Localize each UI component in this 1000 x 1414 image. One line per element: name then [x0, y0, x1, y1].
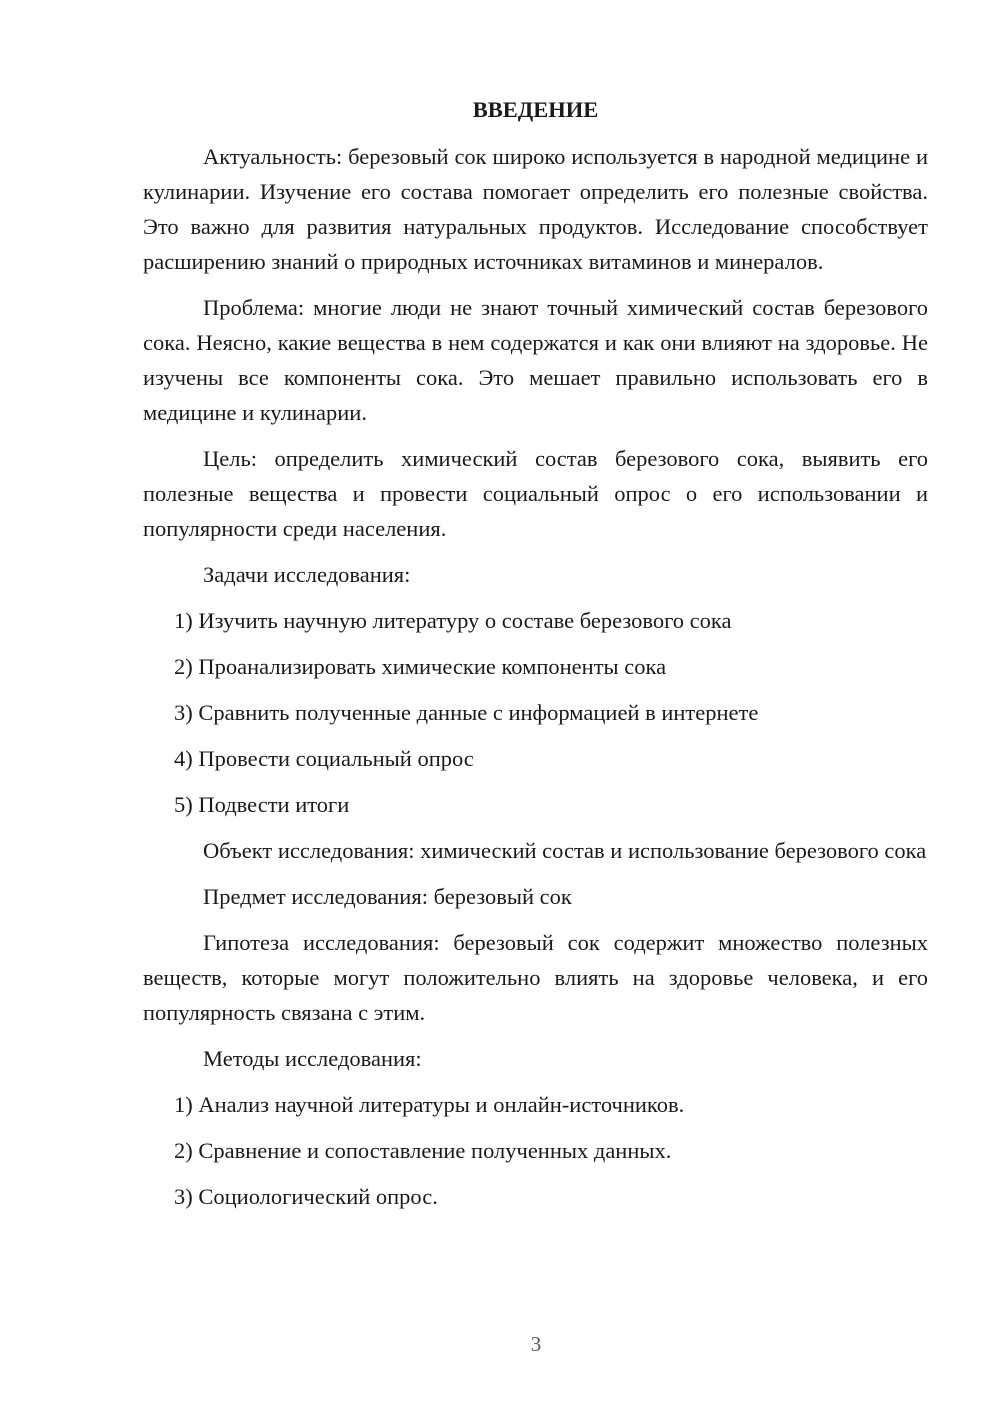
- hypothesis-paragraph: Гипотеза исследования: березовый сок содержит множество полезных веществ, которые могут положительно влиять на здоровье человека, и его популярность связана с этим.: [143, 930, 928, 1025]
- subject-paragraph: Предмет исследования: березовый сок: [203, 884, 572, 909]
- task-item-5: 5) Подвести итоги: [174, 792, 350, 817]
- methods-heading: Методы исследования:: [203, 1046, 422, 1071]
- relevance-paragraph: Актуальность: березовый сок широко используется в народной медицине и кулинарии. Изучение его состава помогает определить его полезные свойства. Это важно для развития натуральных продуктов. Исследование способствует расширению знаний о природных источниках витаминов и минералов.: [143, 144, 928, 274]
- problem-paragraph: Проблема: многие люди не знают точный химический состав березового сока. Неясно, какие вещества в нем содержатся и как они влияют на здоровье. Не изучены все компоненты сока. Это мешает правильно использовать его в медицине и кулинарии.: [143, 295, 928, 425]
- page-number: 3: [530, 1332, 542, 1356]
- page-title: ВВЕДЕНИЕ: [472, 97, 599, 122]
- task-item-3: 3) Сравнить полученные данные с информацией в интернете: [174, 700, 759, 725]
- method-item-3: 3) Социологический опрос.: [174, 1184, 438, 1209]
- goal-paragraph: Цель: определить химический состав березового сока, выявить его полезные вещества и провести социальный опрос о его использовании и популярности среди населения.: [143, 446, 928, 541]
- task-item-2: 2) Проанализировать химические компоненты сока: [174, 654, 667, 679]
- task-item-4: 4) Провести социальный опрос: [174, 746, 474, 771]
- page-content: [143, 92, 928, 1225]
- object-paragraph: Объект исследования: химический состав и использование березового сока: [203, 838, 927, 863]
- task-item-1: 1) Изучить научную литературу о составе березового сока: [174, 608, 732, 633]
- tasks-heading: Задачи исследования:: [203, 562, 411, 587]
- method-item-1: 1) Анализ научной литературы и онлайн-источников.: [174, 1092, 685, 1117]
- method-item-2: 2) Сравнение и сопоставление полученных данных.: [174, 1138, 672, 1163]
